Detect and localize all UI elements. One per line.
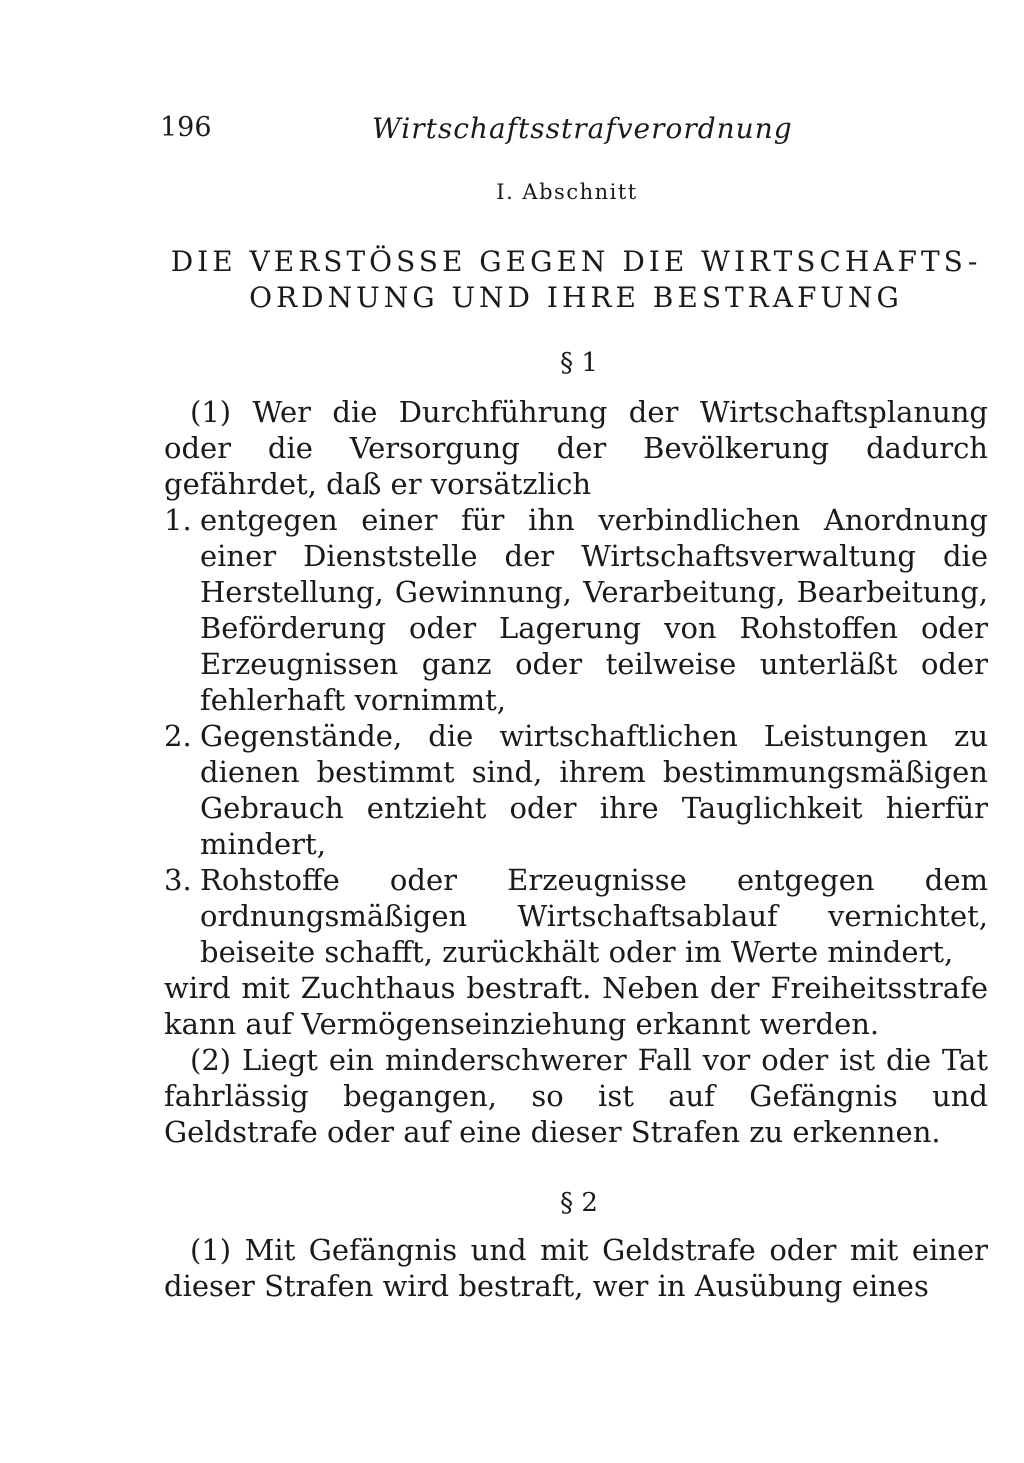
list-item-text: Rohstoffe oder Erzeugnisse entgegen dem ordnungsmäßigen Wirtschaftsablauf vernichtet, beiseite schafft, zurückhält oder im Werte mindert, xyxy=(200,863,988,969)
list-item-text: entgegen einer für ihn verbindlichen Anordnung einer Dienststelle der Wirtschaftsverwaltung die Herstellung, Gewinnung, Verarbeitung, Bearbeitung, Beförderung oder Lagerung von Rohstoffen oder Erzeugnissen ganz oder teilweise unterläßt oder fehlerhaft vornimmt, xyxy=(200,503,988,717)
paragraph-1-intro: (1) Wer die Durchführung der Wirtschaftsplanung oder die Versorgung der Bevölkerung dadurch gefährdet, daß er vorsätzlich xyxy=(164,395,988,501)
page-number: 196 xyxy=(160,112,212,143)
section-label: I. Abschnitt xyxy=(496,180,638,204)
running-title: Wirtschaftsstrafverordnung xyxy=(372,112,793,145)
chapter-title-line-1: DIE VERSTÖSSE GEGEN DIE WIRTSCHAFTS- xyxy=(170,245,982,278)
page-header xyxy=(160,112,792,148)
paragraph-2-body xyxy=(164,1232,988,1304)
chapter-title-line-2: ORDNUNG UND IHRE BESTRAFUNG xyxy=(249,281,903,314)
chapter-title xyxy=(160,244,992,316)
paragraph-1-subsection-2: (2) Liegt ein minderschwerer Fall vor oder ist die Tat fahrlässig begangen, so ist auf Gefängnis und Geldstrafe oder auf eine dieser Strafen zu erkennen. xyxy=(164,1043,988,1149)
list-item-number: 3. xyxy=(164,863,192,897)
paragraph-1-body xyxy=(164,394,988,1150)
paragraph-2-intro: (1) Mit Gefängnis und mit Geldstrafe oder mit einer dieser Strafen wird bestraft, wer in Ausübung eines xyxy=(164,1233,988,1303)
list-item-2 xyxy=(164,718,988,862)
list-item-text: Gegenstände, die wirtschaftlichen Leistungen zu dienen bestimmt sind, ihrem bestimmungsmäßigen Gebrauch entzieht oder ihre Tauglichkeit hierfür mindert, xyxy=(200,719,988,861)
list-item-number: 1. xyxy=(164,503,192,537)
list-item-number: 2. xyxy=(164,719,192,753)
list-item-3 xyxy=(164,862,988,970)
paragraph-sign-1: § 1 xyxy=(560,348,598,378)
list-item-1 xyxy=(164,502,988,718)
paragraph-sign-2: § 2 xyxy=(560,1188,598,1218)
paragraph-1-outro: wird mit Zuchthaus bestraft. Neben der Freiheitsstrafe kann auf Vermögenseinziehung erkannt werden. xyxy=(164,971,988,1041)
